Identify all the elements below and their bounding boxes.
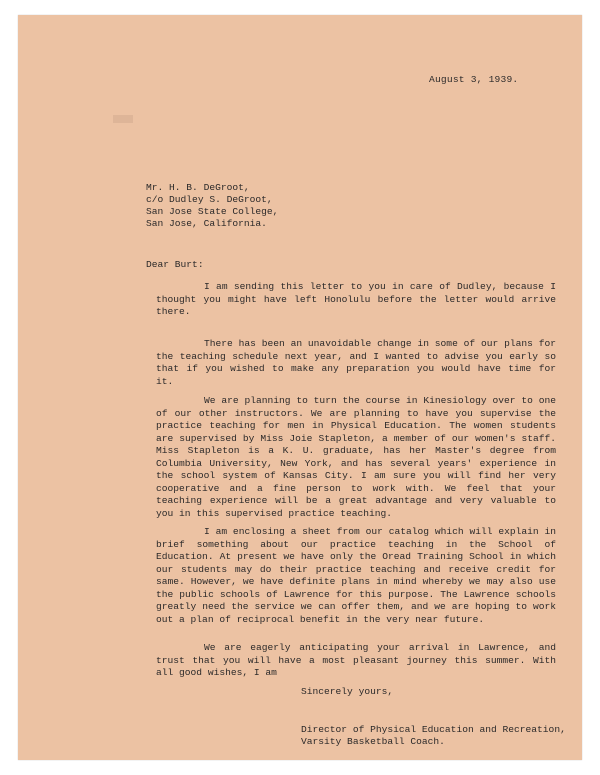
paragraph: We are planning to turn the course in Kinesiology over to one of our other instructors. We are planning to have you supervise the practice teaching for men in Physical Education. The women students are supervised by Miss Joie Stapleton, a member of our women's staff. Miss Stapleton is a K. U. graduate, has her Master's degree from Columbia University, New York, and has several years' experience in the school system of Kansas City. I am sure you will find her very cooperative and a fine person to work with. We feel that your teaching experience will be a great advantage and very valuable to you in this supervised practice teaching. — [156, 395, 556, 519]
letter-date: August 3, 1939. — [429, 74, 519, 85]
paragraph: We are eagerly anticipating your arrival in Lawrence, and trust that you will have a most pleasant journey this summer. With all good wishes, I am — [156, 642, 556, 678]
complimentary-closing: Sincerely yours, — [301, 686, 394, 697]
paragraph: There has been an unavoidable change in some of our plans for the teaching schedule next year, and I wanted to advise you early so that if you wished to make any preparation you would have time for it. — [156, 338, 556, 387]
salutation: Dear Burt: — [146, 259, 204, 270]
signature-line: Varsity Basketball Coach. — [301, 736, 445, 747]
address-line: San Jose State College, — [146, 206, 279, 217]
signature-block — [301, 724, 566, 748]
address-line: San Jose, California. — [146, 218, 267, 229]
address-line: c/o Dudley S. DeGroot, — [146, 194, 273, 205]
letter-page — [18, 15, 582, 760]
paragraph: I am enclosing a sheet from our catalog which will explain in brief something about our practice teaching in the School of Education. At present we have only the Oread Training School in which our students may do their practice teaching and receive credit for same. However, we have definite plans in mind whereby we may also use the public schools of Lawrence for this purpose. The Lawrence schools greatly need the service we can offer them, and we are hoping to work out a plan of reciprocal benefit in the very near future. — [156, 526, 556, 625]
address-line: Mr. H. B. DeGroot, — [146, 182, 250, 193]
paragraph: I am sending this letter to you in care of Dudley, because I thought you might have left Honolulu before the letter would arrive there. — [156, 281, 556, 317]
signature-line: Director of Physical Education and Recreation, — [301, 724, 566, 735]
recipient-address — [146, 182, 278, 230]
faint-mark — [113, 115, 133, 123]
